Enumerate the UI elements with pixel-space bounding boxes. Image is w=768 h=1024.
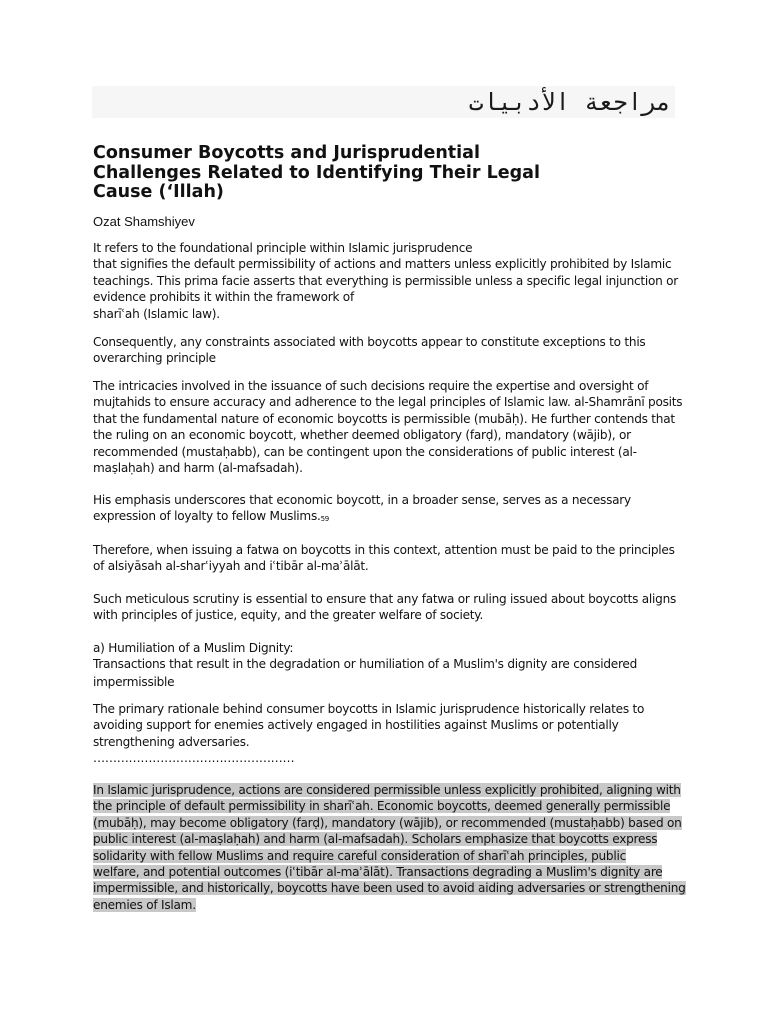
- text-line: overarching principle: [93, 351, 216, 366]
- text-line: with principles of justice, equity, and the greater welfare of society.: [93, 608, 484, 623]
- text-line: [93, 508, 678, 526]
- summary-line: [93, 880, 686, 896]
- summary-line: [93, 831, 678, 847]
- author-name: Ozat Shamshiyev: [93, 214, 195, 229]
- text-line: avoiding support for enemies actively engaged in hostilities against Muslims or potentially: [93, 718, 619, 733]
- highlighted-text: In Islamic jurisprudence, actions are considered permissible unless explicitly prohibited, aligning with: [93, 783, 681, 797]
- text-line: of alsiyāsah al-sharʿiyyah and iʿtibār al-maʾālāt.: [93, 559, 369, 574]
- summary-line: [93, 782, 681, 798]
- highlighted-text: the principle of default permissibility in sharīʿah. Economic boycotts, deemed generally permissible: [93, 799, 671, 814]
- text-line: teachings. This prima facie asserts that everything is permissible unless a specific legal injunction or: [93, 273, 679, 288]
- text-line: It refers to the foundational principle within Islamic jurisprudence: [93, 241, 473, 255]
- highlighted-text: (mubāḥ), may become obligatory (farḍ), mandatory (wājib), or recommended (mustaḥabb) based on: [93, 815, 682, 830]
- text-line-content: expression of loyalty to fellow Muslims.: [93, 509, 321, 524]
- text-line: impermissible: [93, 675, 175, 689]
- article-title-line: Challenges Related to Identifying Their Legal: [93, 162, 540, 183]
- article-title-line: Consumer Boycotts and Jurisprudential: [93, 143, 480, 163]
- highlighted-text: welfare, and potential outcomes (iʿtibār al-maʾālāt). Transactions degrading a Muslim's dignity are: [93, 865, 663, 880]
- highlighted-text: impermissible, and historically, boycotts have been used to avoid aiding adversaries or strengthening: [93, 881, 686, 896]
- text-line: ……………………………………………: [93, 751, 295, 766]
- text-line: mujtahids to ensure accuracy and adherence to the legal principles of Islamic law. al-Shamrānī posits: [93, 395, 683, 410]
- text-line: The primary rationale behind consumer boycotts in Islamic jurisprudence historically relates to: [93, 702, 645, 716]
- paragraph-rationale: [93, 701, 678, 767]
- text-line: maṣlaḥah) and harm (al-mafsadah).: [93, 461, 303, 476]
- paragraph-exceptions: [93, 334, 678, 367]
- highlighted-text: public interest (al-maṣlaḥah) and harm (al-mafsadah). Scholars emphasize that boycotts express: [93, 832, 658, 847]
- text-line: Transactions that result in the degradation or humiliation of a Muslim's dignity are considered: [93, 657, 638, 672]
- summary-line: [93, 798, 678, 814]
- arabic-heading: مراجعة الأدبيات: [468, 88, 671, 116]
- highlighted-text: enemies of Islam.: [93, 897, 196, 912]
- text-line: Consequently, any constraints associated with boycotts appear to constitute exceptions to this: [93, 335, 646, 349]
- text-line: strengthening adversaries.: [93, 734, 250, 749]
- paragraph-fatwa: [93, 542, 678, 575]
- paragraph-scrutiny: [93, 591, 678, 624]
- article-title-line: Cause (‘Illah): [93, 182, 224, 202]
- summary-line: [93, 864, 678, 880]
- paragraph-emphasis: [93, 492, 678, 527]
- arabic-heading-banner: [92, 86, 675, 118]
- highlighted-summary: [93, 782, 686, 913]
- text-line: a) Humiliation of a Muslim Dignity:: [93, 641, 294, 655]
- text-line: The intricacies involved in the issuance of such decisions require the expertise and oversight of: [93, 379, 649, 393]
- paragraph-impermissible: [93, 674, 678, 690]
- text-line: recommended (mustaḥabb), can be contingent upon the considerations of public interest (al-: [93, 444, 637, 459]
- text-line: the ruling on an economic boycott, whether deemed obligatory (farḍ), mandatory (wājib), or: [93, 428, 631, 443]
- summary-line: [93, 815, 682, 831]
- text-line: His emphasis underscores that economic boycott, in a broader sense, serves as a necessary: [93, 493, 631, 507]
- article-title: [93, 144, 573, 203]
- highlighted-text: solidarity with fellow Muslims and require careful consideration of sharīʿah principles, public: [93, 848, 626, 863]
- paragraph-humiliation: [93, 640, 678, 673]
- text-line: Therefore, when issuing a fatwa on boycotts in this context, attention must be paid to the principles: [93, 543, 675, 557]
- text-line: Such meticulous scrutiny is essential to ensure that any fatwa or ruling issued about boycotts aligns: [93, 592, 677, 606]
- text-line: that signifies the default permissibility of actions and matters unless explicitly prohibited by Islamic: [93, 257, 672, 272]
- paragraph-default-permissibility: [93, 240, 678, 322]
- footnote-marker: 59: [320, 515, 330, 524]
- summary-line: [93, 897, 678, 913]
- text-line: sharīʿah (Islamic law).: [93, 306, 220, 321]
- paragraph-intricacies: [93, 378, 683, 476]
- text-line: evidence prohibits it within the framework of: [93, 290, 354, 305]
- summary-line: [93, 848, 678, 864]
- text-line: that the fundamental nature of economic boycotts is permissible (mubāḥ). He further contends that: [93, 411, 675, 426]
